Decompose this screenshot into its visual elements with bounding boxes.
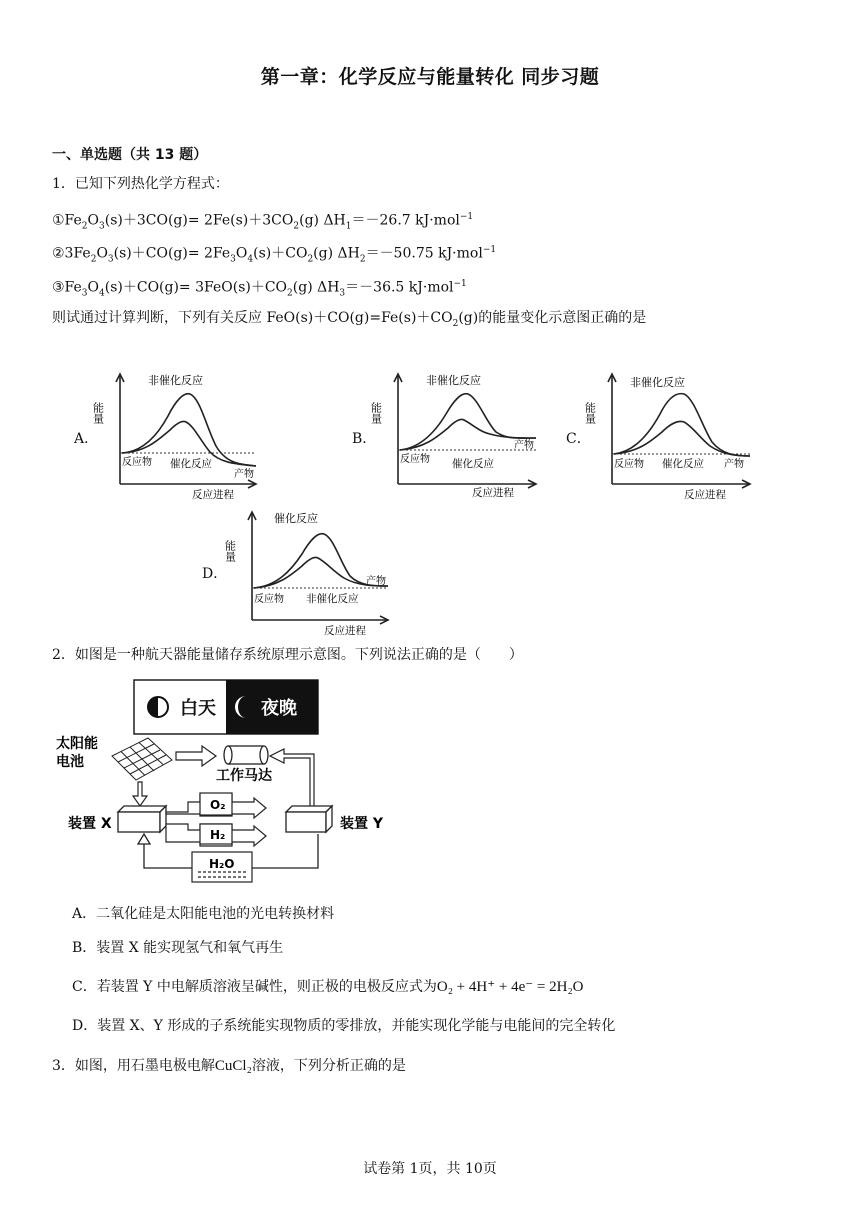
solar-panel-icon — [112, 738, 172, 780]
svg-text:产物: 产物 — [366, 576, 386, 587]
device-x-icon — [118, 806, 166, 832]
svg-text:催化反应: 催化反应 — [274, 512, 318, 525]
svg-text:催化反应: 催化反应 — [452, 458, 494, 470]
q1-equation-1: $①Fe_2O_3(s)+3CO(g)= 2Fe(s)+3CO_2(g)$ $\Delta H_1=-26.7$ kJ·mol$^{-1}$ — [52, 212, 474, 232]
svg-text:反应进程: 反应进程 — [472, 487, 514, 499]
motor-label: 工作马达 — [216, 768, 272, 784]
arrow-panel-to-motor — [176, 746, 216, 766]
night-label: 夜晚 — [261, 698, 297, 719]
top-label: 非催化反应 — [148, 374, 203, 387]
reactant-label: 反应物 — [122, 457, 152, 468]
svg-text:产物: 产物 — [514, 440, 534, 451]
q2-stem: 2．如图是一种航天器能量储存系统原理示意图。下列说法正确的是（ ） — [52, 647, 523, 663]
svg-text:非催化反应: 非催化反应 — [426, 374, 481, 387]
svg-text:催化反应: 催化反应 — [662, 458, 704, 470]
q3-stem: 3．如图，用石墨电极电解CuCl₂溶液，下列分析正确的是 — [52, 1058, 406, 1074]
catalyzed-curve — [614, 421, 750, 456]
o2-label: O₂ — [210, 798, 226, 812]
uncatalyzed-curve — [614, 394, 750, 456]
q1-stem: 1．已知下列热化学方程式： — [52, 176, 229, 192]
day-label: 白天 — [180, 698, 216, 719]
uncatalyzed-curve — [122, 394, 256, 466]
option-b-energy-diagram — [369, 368, 546, 500]
q1-question: 则试通过计算判断，下列有关反应 $FeO(s)+CO(g)=Fe(s)+CO_2(g)$的能量变化示意图正确的是 — [52, 310, 647, 329]
page-title: 第一章：化学反应与能量转化 同步习题 — [260, 66, 600, 88]
option-d-letter[interactable]: D． — [202, 566, 228, 582]
page-footer: 试卷第 1页，共 10页 — [363, 1161, 497, 1177]
option-c-energy-diagram — [583, 368, 760, 502]
option-d-energy-diagram — [223, 506, 396, 638]
q2-option-b[interactable]: B．装置 X 能实现氢气和氧气再生 — [72, 940, 284, 956]
svg-text:反应物: 反应物 — [254, 594, 284, 605]
svg-text:非催化反应: 非催化反应 — [306, 593, 359, 605]
svg-text:反应物: 反应物 — [400, 454, 430, 465]
option-a-letter[interactable]: A． — [74, 431, 99, 447]
solar-label: 太阳能 — [56, 736, 98, 752]
sun-icon — [148, 697, 168, 717]
y-label: 能量 — [91, 402, 105, 424]
svg-text:反应进程: 反应进程 — [684, 489, 726, 501]
device-y-label: 装置 Y — [340, 816, 384, 832]
arrow-panel-to-x — [133, 782, 147, 806]
q2-option-d[interactable]: D．装置 X、Y 形成的子系统能实现物质的零排放，并能实现化学能与电能间的完全转化 — [72, 1018, 616, 1034]
option-a-energy-diagram — [91, 368, 266, 501]
svg-text:反应物: 反应物 — [614, 459, 644, 470]
product-label: 产物 — [234, 469, 254, 480]
svg-text:能量: 能量 — [223, 540, 237, 562]
svg-text:能量: 能量 — [369, 402, 383, 424]
svg-text:反应进程: 反应进程 — [324, 625, 366, 637]
h2-label: H₂ — [210, 828, 226, 842]
x-label: 反应进程 — [192, 489, 234, 501]
q2-option-a[interactable]: A．二氧化硅是太阳能电池的光电转换材料 — [72, 906, 335, 922]
q2-option-c[interactable]: C．若装置 Y 中电解质溶液呈碱性，则正极的电极反应式为O₂ + 4H⁺ + 4e⁻ = 2H₂O — [72, 979, 584, 995]
svg-text:产物: 产物 — [724, 459, 744, 470]
device-x-label: 装置 X — [68, 816, 112, 832]
arrow-y-to-motor — [270, 749, 314, 810]
q2-energy-storage-diagram — [52, 676, 392, 886]
motor-icon — [224, 746, 268, 764]
option-c-letter[interactable]: C． — [566, 431, 591, 447]
device-y-icon — [286, 806, 332, 832]
h2o-label: H₂O — [209, 857, 235, 871]
svg-text:非催化反应: 非催化反应 — [630, 376, 685, 389]
solar-label-2: 电池 — [56, 754, 84, 770]
mid-label: 催化反应 — [170, 458, 212, 470]
section-heading: 一、单选题（共 13 题） — [52, 147, 208, 163]
svg-text:能量: 能量 — [583, 402, 597, 424]
q1-equation-2: $②3Fe_2O_3(s)+CO(g)= 2Fe_3O_4(s)+CO_2(g)$ $\Delta H_2=-50.75$ kJ·mol$^{-1}$ — [52, 245, 497, 265]
option-b-letter[interactable]: B． — [352, 431, 377, 447]
q1-equation-3: $③Fe_3O_4(s)+CO(g)= 3FeO(s)+CO_2(g)$ $\Delta H_3=-36.5$ kJ·mol$^{-1}$ — [52, 279, 467, 299]
